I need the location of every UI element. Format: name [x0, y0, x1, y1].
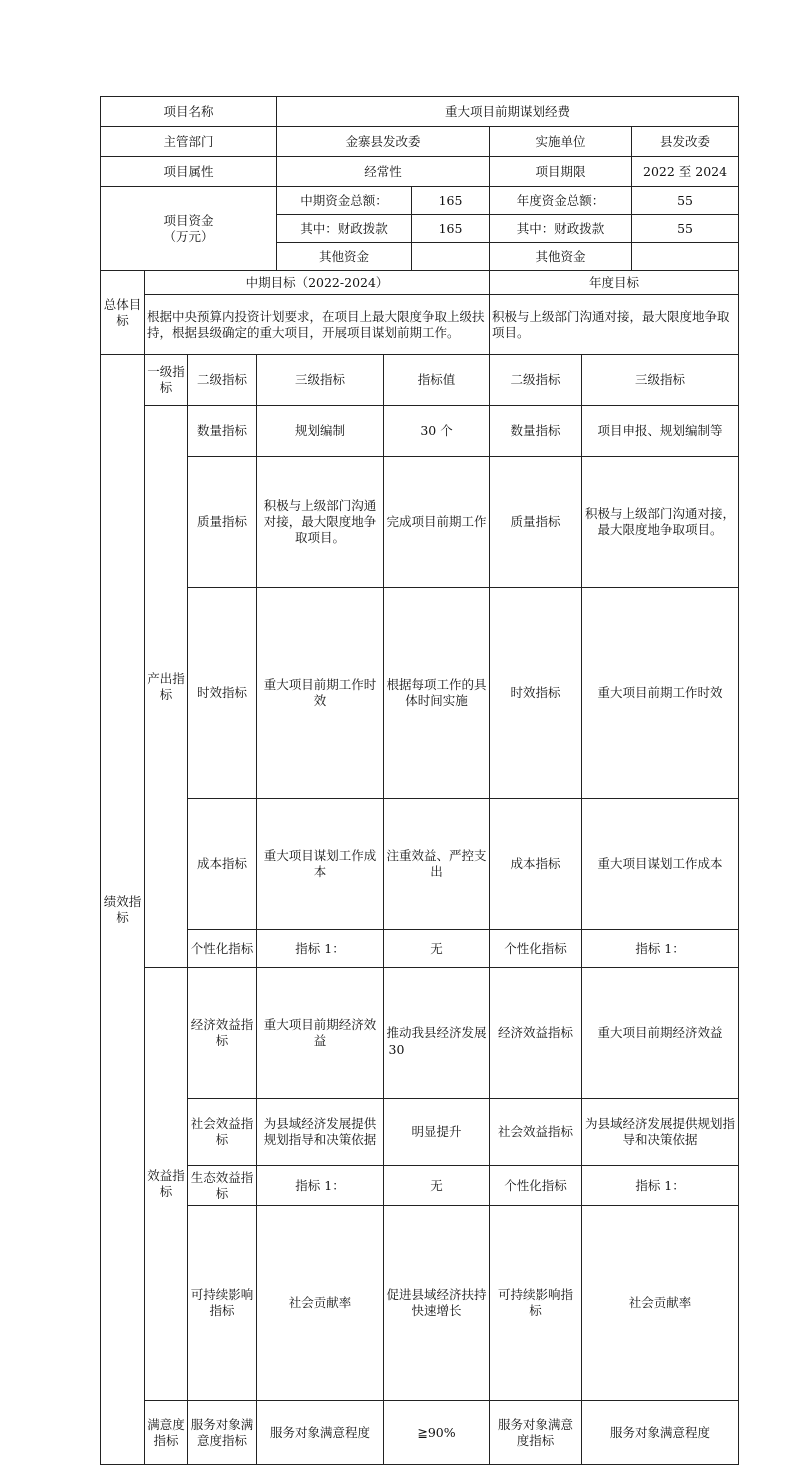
header-val: 指标值 [384, 355, 490, 406]
goals-label: 总体目标 [101, 271, 145, 355]
dept-value: 金寨县发改委 [277, 127, 490, 157]
performance-target-table [100, 96, 739, 1465]
output-label: 产出指标 [145, 406, 188, 968]
benefit-label: 效益指标 [145, 968, 188, 1401]
funds-label [101, 187, 277, 271]
page-number: 30 [388, 1042, 405, 1057]
header-l2b: 二级指标 [490, 355, 582, 406]
benefit-l2b: 个性化指标 [490, 1166, 582, 1206]
output-l3b: 积极与上级部门沟通对接，最大限度地争取项目。 [582, 457, 739, 588]
output-l2: 质量指标 [188, 457, 257, 588]
satisfaction-val: ≧90% [384, 1401, 490, 1465]
mid-other-value [412, 243, 490, 271]
perf-label: 绩效指标 [101, 355, 145, 1465]
output-l2b: 成本指标 [490, 799, 582, 930]
benefit-l2b: 经济效益指标 [490, 968, 582, 1099]
output-l2b: 数量指标 [490, 406, 582, 457]
mid-total-label: 中期资金总额： [277, 187, 412, 215]
annual-other-value [632, 243, 739, 271]
annual-total-label: 年度资金总额： [490, 187, 632, 215]
output-l3: 重大项目前期工作时效 [257, 588, 384, 799]
mid-goal-text: 根据中央预算内投资计划要求，在项目上最大限度争取上级扶持，根据县级确定的重大项目，开展项目谋划前期工作。 [145, 295, 490, 355]
annual-other-label: 其他资金 [490, 243, 632, 271]
period-label: 项目期限 [490, 157, 632, 187]
benefit-l3b: 指标 1： [582, 1166, 739, 1206]
benefit-l2b: 可持续影响指标 [490, 1206, 582, 1401]
benefit-l3: 重大项目前期经济效益 [257, 968, 384, 1099]
impl-label: 实施单位 [490, 127, 632, 157]
benefit-l3b: 为县域经济发展提供规划指导和决策依据 [582, 1099, 739, 1166]
benefit-val: 推动我县经济发展 [384, 968, 490, 1099]
mid-other-label: 其他资金 [277, 243, 412, 271]
satisfaction-label: 满意度指标 [145, 1401, 188, 1465]
satisfaction-l3: 服务对象满意程度 [257, 1401, 384, 1465]
mid-total-value: 165 [412, 187, 490, 215]
funds-label-line2: （万元） [163, 228, 214, 244]
funds-label-line1: 项目资金 [163, 212, 214, 228]
benefit-l3: 指标 1： [257, 1166, 384, 1206]
benefit-val: 促进县域经济扶持快速增长 [384, 1206, 490, 1401]
header-l3b: 三级指标 [582, 355, 739, 406]
benefit-val: 无 [384, 1166, 490, 1206]
output-l2: 成本指标 [188, 799, 257, 930]
annual-goal-header: 年度目标 [490, 271, 739, 295]
impl-value: 县发改委 [632, 127, 739, 157]
output-l3b: 重大项目前期工作时效 [582, 588, 739, 799]
benefit-l2: 社会效益指标 [188, 1099, 257, 1166]
satisfaction-l2: 服务对象满意度指标 [188, 1401, 257, 1465]
annual-fiscal-value: 55 [632, 215, 739, 243]
output-val: 注重效益、严控支出 [384, 799, 490, 930]
benefit-l2: 生态效益指标 [188, 1166, 257, 1206]
benefit-l3: 社会贡献率 [257, 1206, 384, 1401]
annual-goal-text: 积极与上级部门沟通对接，最大限度地争取项目。 [490, 295, 739, 355]
output-l2: 数量指标 [188, 406, 257, 457]
output-l3: 重大项目谋划工作成本 [257, 799, 384, 930]
output-val: 根据每项工作的具体时间实施 [384, 588, 490, 799]
satisfaction-l2b: 服务对象满意度指标 [490, 1401, 582, 1465]
benefit-l3: 为县域经济发展提供规划指导和决策依据 [257, 1099, 384, 1166]
annual-fiscal-label: 其中：财政拨款 [490, 215, 632, 243]
output-val: 30 个 [384, 406, 490, 457]
benefit-l2: 可持续影响指标 [188, 1206, 257, 1401]
output-l3b: 重大项目谋划工作成本 [582, 799, 739, 930]
benefit-l2: 经济效益指标 [188, 968, 257, 1099]
mid-goal-header: 中期目标（2022-2024） [145, 271, 490, 295]
project-name-label: 项目名称 [101, 97, 277, 127]
output-l3b: 项目申报、规划编制等 [582, 406, 739, 457]
output-l3: 规划编制 [257, 406, 384, 457]
benefit-l2b: 社会效益指标 [490, 1099, 582, 1166]
output-l2b: 个性化指标 [490, 930, 582, 968]
output-l3: 积极与上级部门沟通对接，最大限度地争取项目。 [257, 457, 384, 588]
mid-fiscal-value: 165 [412, 215, 490, 243]
project-name-value: 重大项目前期谋划经费 [277, 97, 739, 127]
benefit-val: 明显提升 [384, 1099, 490, 1166]
output-l3: 指标 1： [257, 930, 384, 968]
mid-fiscal-label: 其中：财政拨款 [277, 215, 412, 243]
dept-label: 主管部门 [101, 127, 277, 157]
output-l2: 个性化指标 [188, 930, 257, 968]
output-l3b: 指标 1： [582, 930, 739, 968]
header-l1: 一级指标 [145, 355, 188, 406]
satisfaction-l3b: 服务对象满意程度 [582, 1401, 739, 1465]
benefit-l3b: 重大项目前期经济效益 [582, 968, 739, 1099]
output-l2: 时效指标 [188, 588, 257, 799]
output-val: 无 [384, 930, 490, 968]
attr-label: 项目属性 [101, 157, 277, 187]
output-l2b: 时效指标 [490, 588, 582, 799]
header-l2: 二级指标 [188, 355, 257, 406]
header-l3: 三级指标 [257, 355, 384, 406]
annual-total-value: 55 [632, 187, 739, 215]
output-l2b: 质量指标 [490, 457, 582, 588]
benefit-l3b: 社会贡献率 [582, 1206, 739, 1401]
output-val: 完成项目前期工作 [384, 457, 490, 588]
period-value: 2022 至 2024 [632, 157, 739, 187]
attr-value: 经常性 [277, 157, 490, 187]
